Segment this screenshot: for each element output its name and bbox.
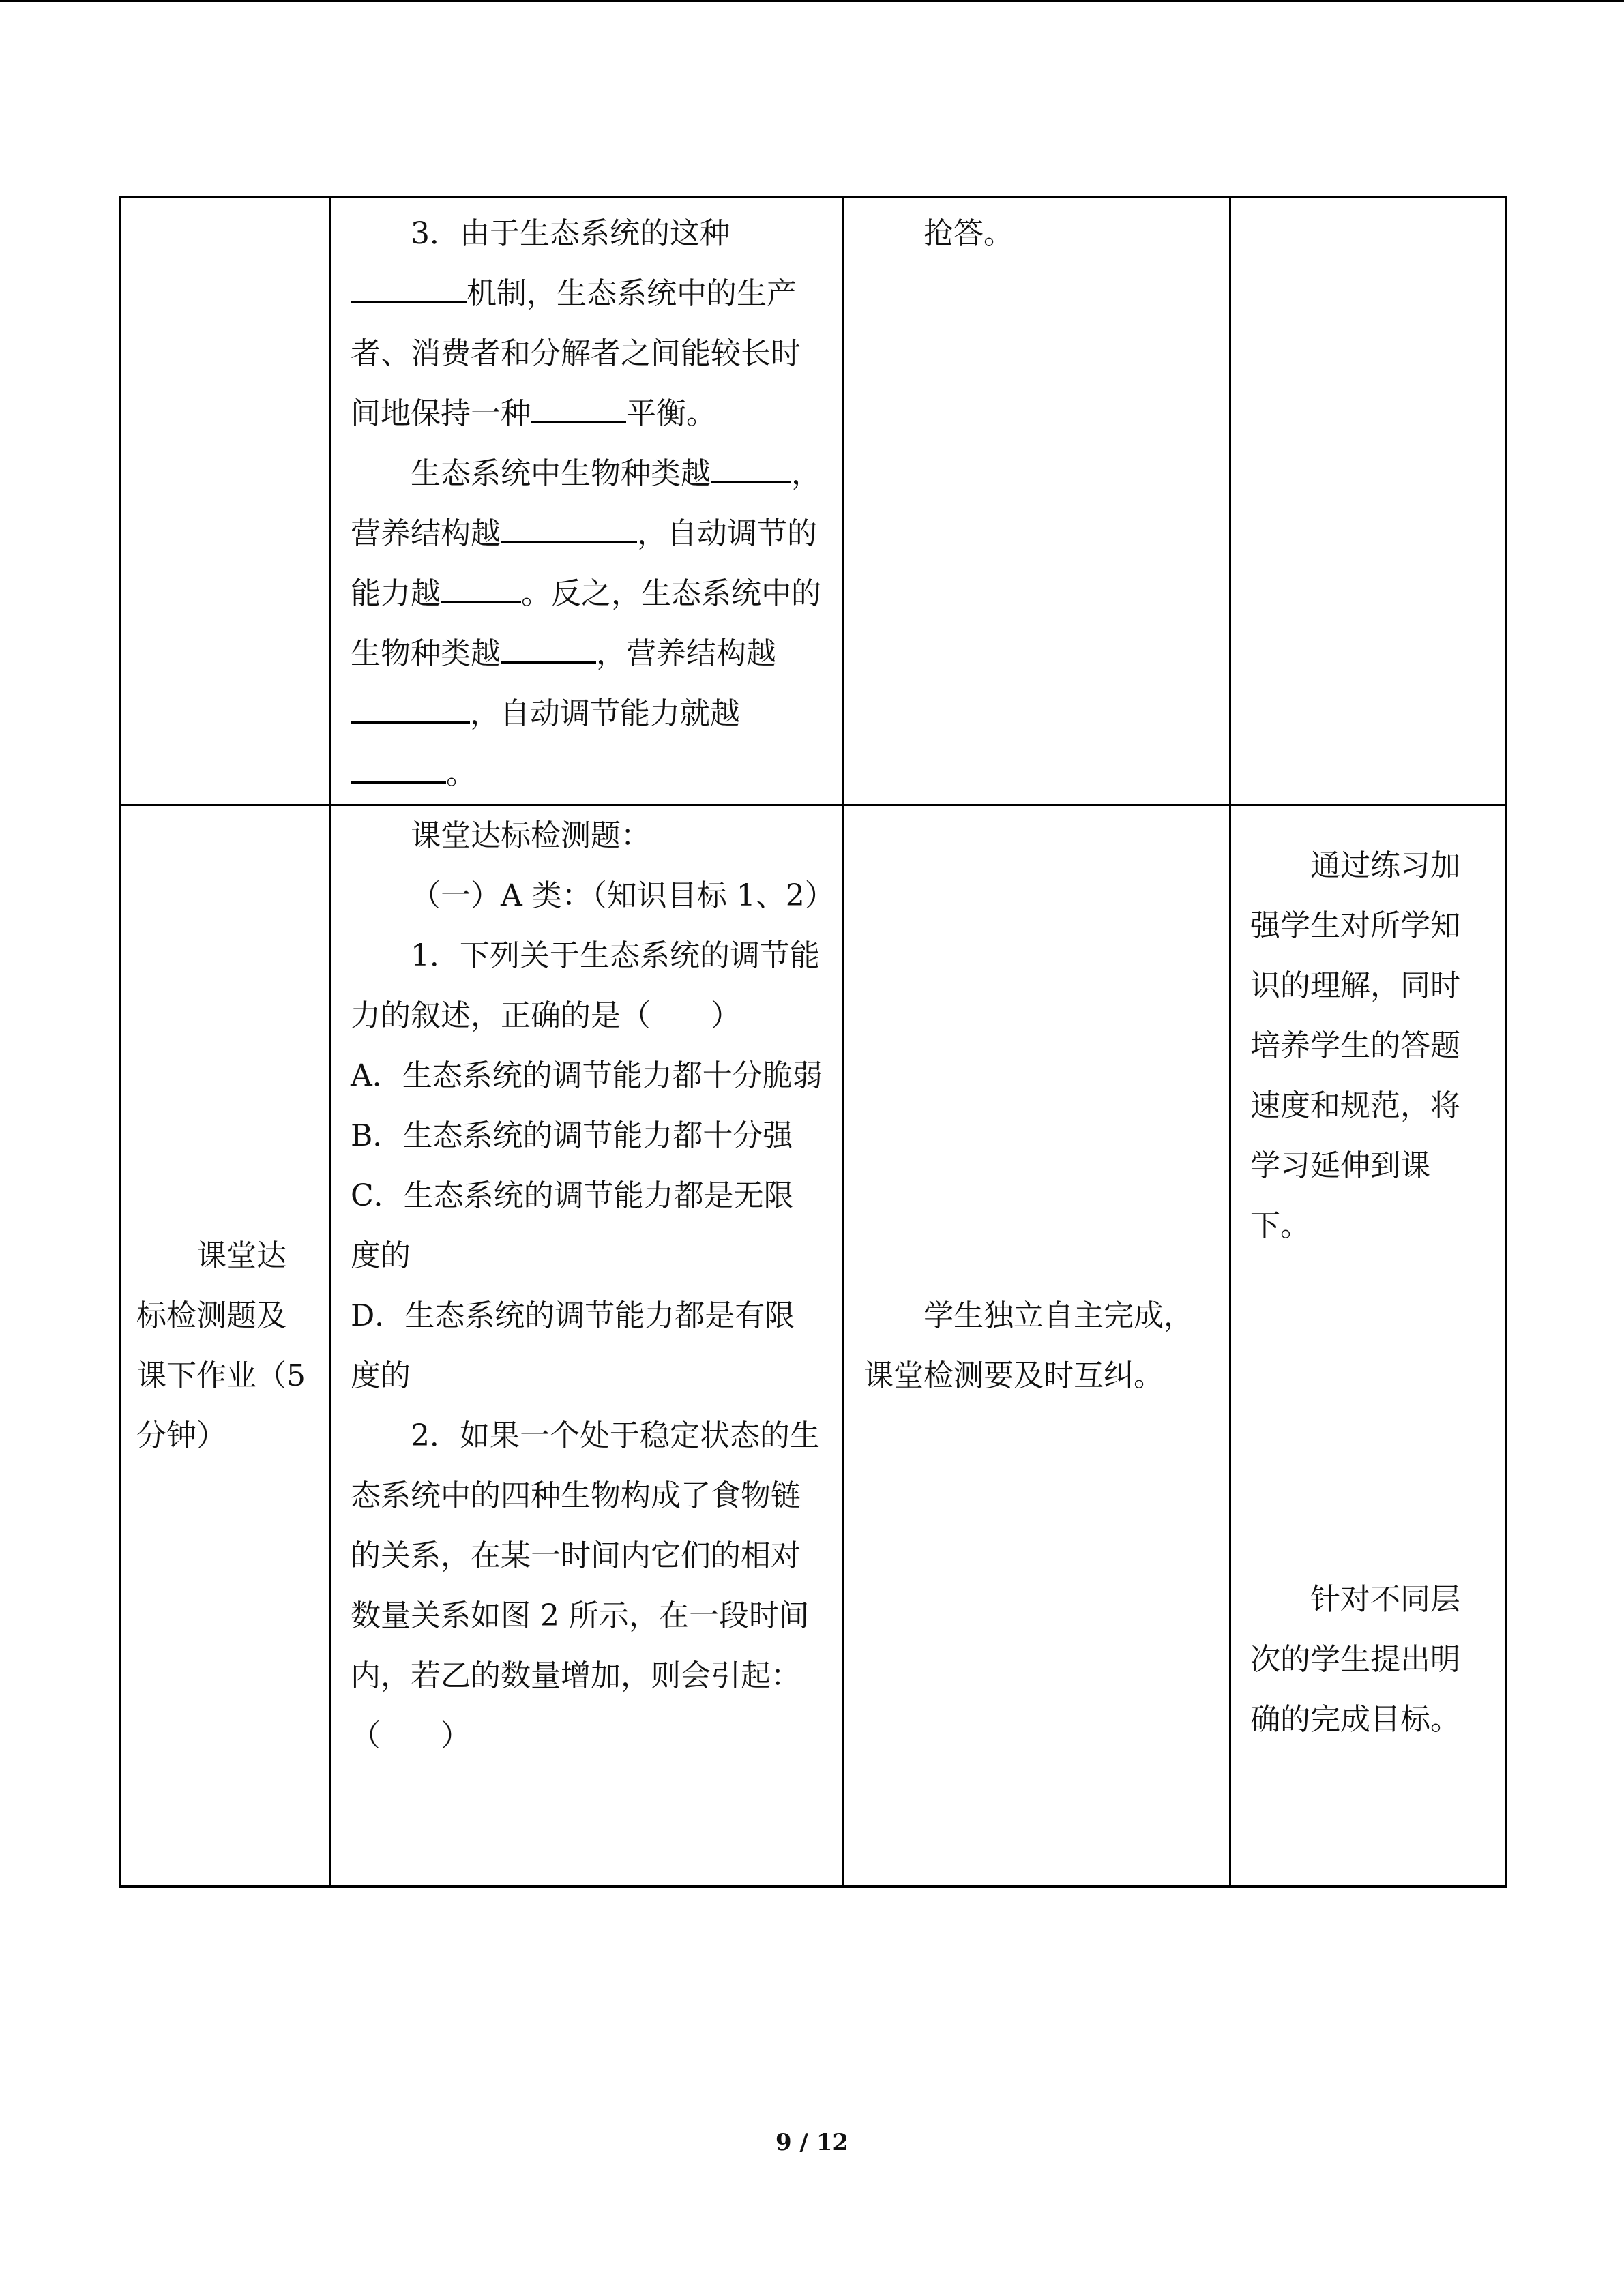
question-1: 1．下列关于生态系统的调节能力的叙述，正确的是（ ） <box>351 938 820 1033</box>
fill-blank <box>351 751 446 784</box>
student-activity-text: 学生独立自主完成，课堂检测要及时互纠。 <box>863 1298 1194 1393</box>
student-activity-cell <box>844 198 1230 805</box>
design-intent-cell <box>1230 198 1507 805</box>
lesson-table <box>119 196 1507 1888</box>
design-intent-text: 通过练习加强学生对所学知识的理解，同时培养学生的答题速度和规范，将学习延伸到课下。 <box>1250 848 1460 1243</box>
section-heading: 课堂达标检测题： <box>411 818 651 853</box>
fill-blank <box>351 691 470 724</box>
student-activity-cell <box>844 805 1230 1887</box>
fill-blank <box>531 391 626 423</box>
fill-blank <box>711 451 791 483</box>
stage-label: 课堂达标检测题及课下作业（5 分钟） <box>136 1238 306 1453</box>
content-cell <box>331 198 844 805</box>
question-3: 3．由于生态系统的这种 机制，生态系统中的生产者、消费者和分解者之间能较长时间地保持一种 平衡。 <box>351 216 801 431</box>
table-row <box>121 805 1507 1887</box>
paragraph-species: 生态系统中生物种类越 ，营养结构越 ，自动调节的能力越 。反之，生态系统中的生物种类越 ，营养结构越，自动调节能力就越。 <box>351 444 823 804</box>
fill-blank <box>501 511 637 543</box>
design-intent-cell <box>1230 805 1507 1887</box>
content-cell <box>331 805 844 1887</box>
stage-cell <box>121 805 331 1887</box>
design-intent-text: 针对不同层次的学生提出明确的完成目标。 <box>1250 1582 1460 1737</box>
option-b: B．生态系统的调节能力都十分强 <box>351 1118 793 1153</box>
fill-blank <box>351 271 467 303</box>
question-2: 2．如果一个处于稳定状态的生态系统中的四种生物构成了食物链的关系，在某一时间内它们的相对数量关系如图 2 所示，在一段时间内，若乙的数量增加，则会引起：（ ） <box>351 1418 820 1753</box>
category-label: （一）A 类：（知识目标 1、2） <box>411 878 835 913</box>
fill-blank <box>441 571 521 603</box>
page-number: 9 / 12 <box>775 2129 849 2156</box>
option-d: D．生态系统的调节能力都是有限度的 <box>351 1298 795 1393</box>
student-activity-text: 抢答。 <box>924 216 1014 251</box>
fill-blank <box>501 631 596 664</box>
option-a: A．生态系统的调节能力都十分脆弱 <box>351 1058 823 1093</box>
stage-cell <box>121 198 331 805</box>
top-border-line <box>0 0 1624 2</box>
table-row <box>121 198 1507 805</box>
option-c: C．生态系统的调节能力都是无限度的 <box>351 1178 794 1273</box>
spacer <box>1250 1256 1486 1570</box>
